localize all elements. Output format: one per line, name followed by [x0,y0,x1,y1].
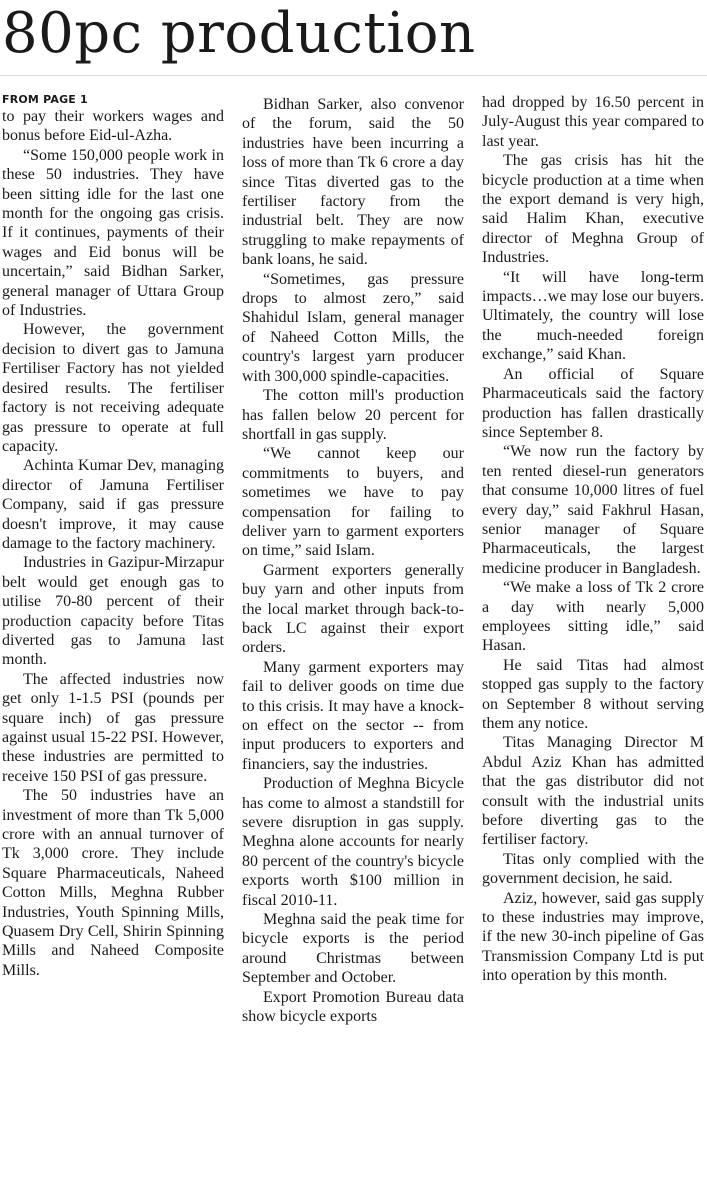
paragraph: “Some 150,000 people work in these 50 industries. They have been sitting idle for the last one month for the ongoing gas crisis. If it continues, payments of their wages and Eid bonus will be uncertain,” said Bidhan Sarker, general manager of Uttara Group of Industries. [2,146,224,320]
paragraph: The cotton mill's production has fallen below 20 percent for shortfall in gas supply. [242,387,464,443]
paragraph: had dropped by 16.50 percent in July-August this year compared to last year. [482,94,704,150]
paragraph: “It will have long-term impacts…we may lose our buyers. Ultimately, the country will lose the much-needed foreign exchange,” said Khan. [482,268,704,364]
paragraph: Garment exporters generally buy yarn and other inputs from the local market through back-to-back LC against their export orders. [242,561,464,657]
paragraph: An official of Square Pharmaceuticals said the factory production has fallen drastically since September 8. [482,365,704,441]
paragraph: “We cannot keep our commitments to buyers, and sometimes we have to pay compensation for failing to deliver yarn to garment exporters on time,” said Islam. [242,445,464,560]
paragraph: The gas crisis has hit the bicycle production at a time when the export demand is very high, said Halim Khan, executive director of Meghna Group of Industries. [482,152,704,267]
headline: 80pc production [2,1,476,66]
paragraph: The 50 industries have an investment of more than Tk 5,000 crore with an annual turnover of Tk 3,000 crore. They include Square Pharmaceuticals, Naheed Cotton Mills, Meghna Rubber Industries, Youth Spinning Mills, Quasem Dry Cell, Shirin Spinning Mills and Naheed Composite Mills. [2,787,224,979]
paragraph: Export Promotion Bureau data show bicycle exports [242,988,464,1026]
paragraph: The affected industries now get only 1-1.5 PSI (pounds per square inch) of gas pressure against usual 15-22 PSI. However, these industries are permitted to receive 150 PSI of gas pressure. [2,670,224,785]
paragraph: Aziz, however, said gas supply to these industries may improve, if the new 30-inch pipeline of Gas Transmission Company Ltd is put into operation by this month. [482,889,704,985]
column-2 [242,95,464,1027]
paragraph: He said Titas had almost stopped gas supply to the factory on September 8 without serving them any notice. [482,656,704,732]
column-1 [2,93,224,980]
kicker-from-page-1: FROM PAGE 1 [2,93,88,106]
paragraph: Meghna said the peak time for bicycle exports is the period around Christmas between September and October. [242,911,464,987]
paragraph: Many garment exporters may fail to deliver goods on time due to this crisis. It may have a knock-on effect on the sector -- from input producers to exporters and financiers, say the industries. [242,658,464,773]
paragraph: Production of Meghna Bicycle has come to almost a standstill for severe disruption in gas supply. Meghna alone accounts for nearly 80 percent of the country's bicycle exports worth $100 million in fiscal 2010-11. [242,775,464,909]
paragraph: However, the government decision to divert gas to Jamuna Fertiliser Factory has not yielded desired results. The fertiliser factory is not receiving adequate gas pressure to operate at full capacity. [2,321,224,455]
paragraph: Achinta Kumar Dev, managing director of Jamuna Fertiliser Company, said if gas pressure doesn't improve, it may cause damage to the factory machinery. [2,457,224,552]
paragraph: Bidhan Sarker, also convenor of the forum, said the 50 industries have been incurring a loss of more than Tk 6 crore a day since Titas diverted gas to the fertiliser factory from the industrial belt. They are now struggling to make repayments of bank loans, he said. [242,96,464,269]
headline-rule [0,75,707,76]
paragraph: “We now run the factory by ten rented diesel-run generators that consume 10,000 litres of fuel every day,” said Fakhrul Hasan, senior manager of Square Pharmaceuticals, the largest medicine producer in Bangladesh. [482,443,704,577]
paragraph: “We make a loss of Tk 2 crore a day with nearly 5,000 employees sitting idle,” said Hasan. [482,579,704,655]
paragraph: “Sometimes, gas pressure drops to almost zero,” said Shahidul Islam, general manager of Naheed Cotton Mills, the country's largest yarn producer with 300,000 spindle-capacities. [242,270,464,385]
paragraph: Titas only complied with the government decision, he said. [482,850,704,888]
paragraph: to pay their workers wages and bonus before Eid-ul-Azha. [2,108,224,145]
paragraph: Industries in Gazipur-Mirzapur belt would get enough gas to utilise 70-80 percent of their production capacity before Titas diverted gas to Jamuna last month. [2,554,224,669]
paragraph: Titas Managing Director M Abdul Aziz Khan has admitted that the gas distributor did not consult with the industrial units before diverting gas to the fertiliser factory. [482,734,704,849]
column-3 [482,93,704,986]
